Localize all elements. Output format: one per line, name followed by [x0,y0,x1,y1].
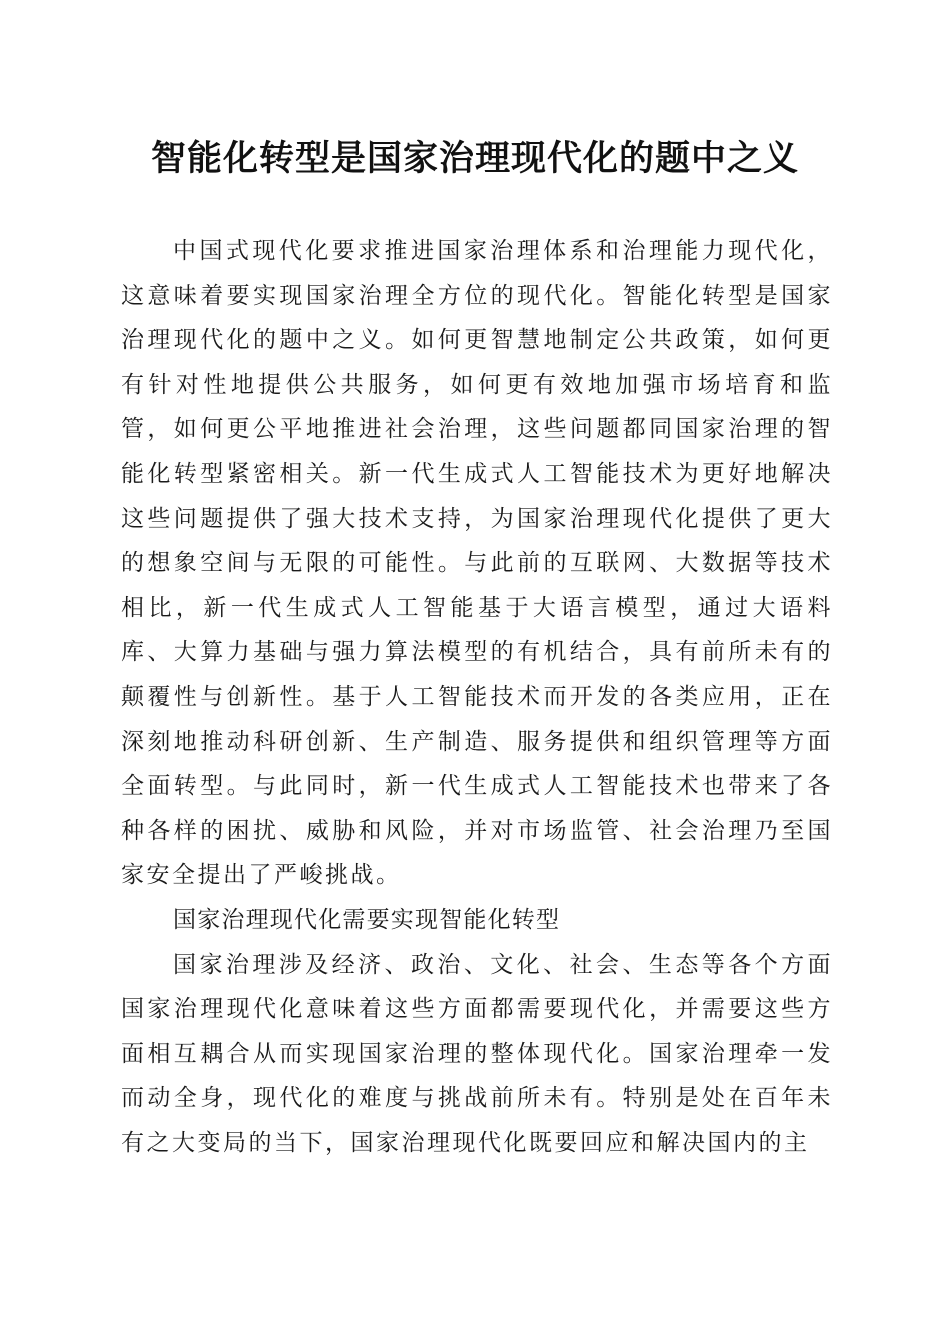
paragraph-intro: 中国式现代化要求推进国家治理体系和治理能力现代化，这意味着要实现国家治理全方位的现代化。智能化转型是国家治理现代化的题中之义。如何更智慧地制定公共政策，如何更有针对性地提供公共服务，如何更有效地加强市场培育和监管，如何更公平地推进社会治理，这些问题都同国家治理的智能化转型紧密相关。新一代生成式人工智能技术为更好地解决这些问题提供了强大技术支持，为国家治理现代化提供了更大的想象空间与无限的可能性。与此前的互联网、大数据等技术相比，新一代生成式人工智能基于大语言模型，通过大语料库、大算力基础与强力算法模型的有机结合，具有前所未有的颠覆性与创新性。基于人工智能技术而开发的各类应用，正在深刻地推动科研创新、生产制造、服务提供和组织管理等方面全面转型。与此同时，新一代生成式人工智能技术也带来了各种各样的困扰、威胁和风险，并对市场监管、社会治理乃至国家安全提出了严峻挑战。 [121,238,833,889]
paragraph-governance: 国家治理涉及经济、政治、文化、社会、生态等各个方面国家治理现代化意味着这些方面都需要现代化，并需要这些方面相互耦合从而实现国家治理的整体现代化。国家治理牵一发而动全身，现代化的难度与挑战前所未有。特别是处在百年未有之大变局的当下，国家治理现代化既要回应和解决国内的主 [121,951,833,1156]
section-subheading: 国家治理现代化需要实现智能化转型 [173,906,561,933]
document-body [121,229,833,1165]
document-title: 智能化转型是国家治理现代化的题中之义 [150,138,799,179]
